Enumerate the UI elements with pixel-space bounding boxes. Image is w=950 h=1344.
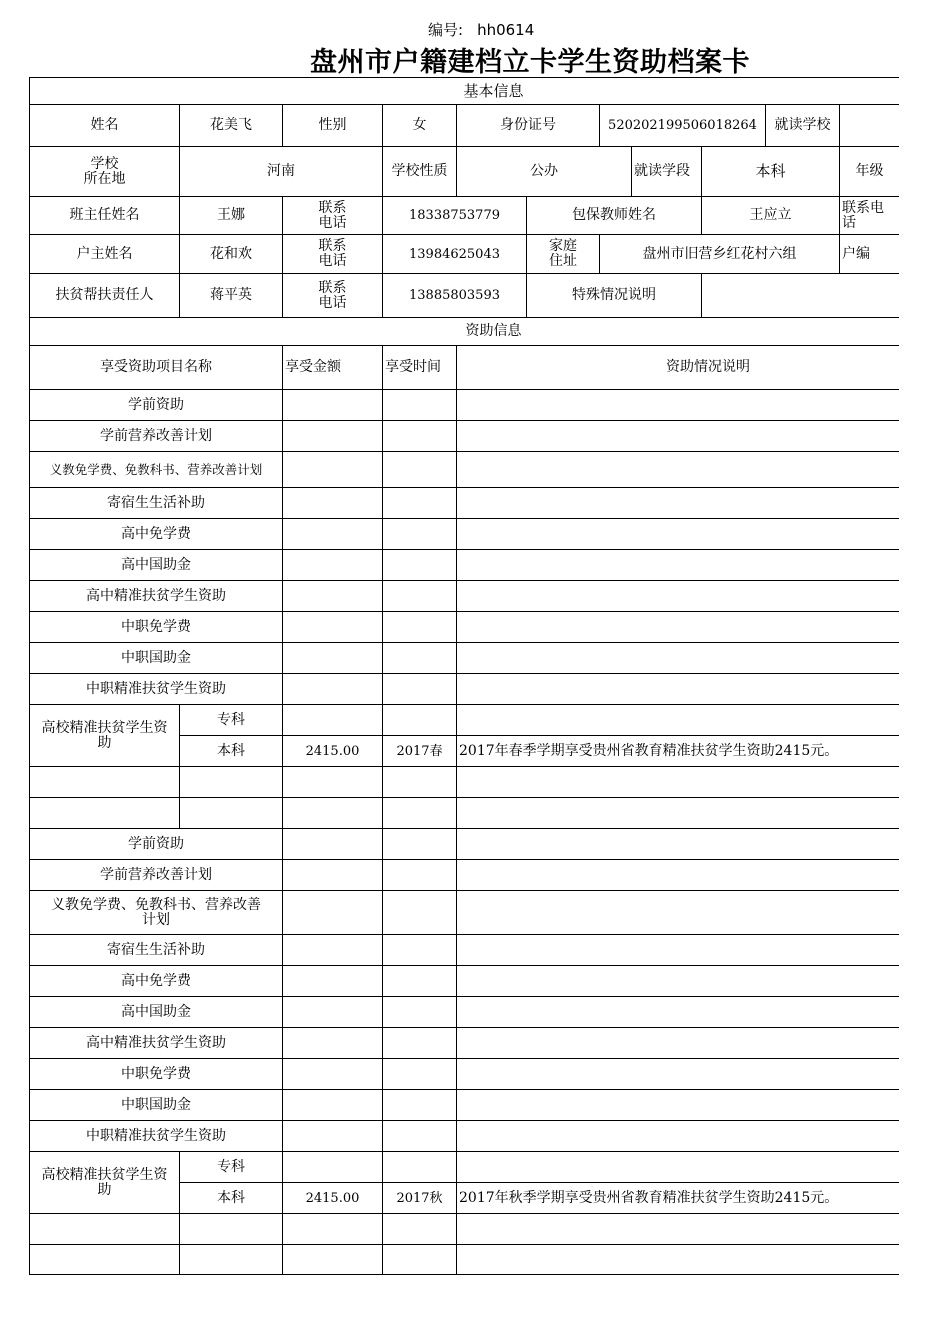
aid-project-name: 高中精准扶贫学生资助 <box>30 1028 283 1059</box>
aid-desc <box>457 390 900 421</box>
aid-time <box>383 935 457 966</box>
aid-time <box>383 891 457 935</box>
serial-label: 编号: <box>428 21 464 39</box>
aid-project-name: 学前资助 <box>30 390 283 421</box>
blank-cell <box>457 798 900 829</box>
blank-cell <box>457 767 900 798</box>
aid-time <box>383 1152 457 1183</box>
aid-amount <box>283 674 383 705</box>
blank-cell <box>180 798 283 829</box>
aid-desc <box>457 550 900 581</box>
college-sub-benke: 本科 <box>180 736 283 767</box>
serial-value: hh0614 <box>477 21 535 39</box>
aid-row <box>30 421 900 452</box>
aid-time <box>383 705 457 736</box>
aid-project-name: 中职精准扶贫学生资助 <box>30 1121 283 1152</box>
aid-desc <box>457 519 900 550</box>
aid-desc <box>457 891 900 935</box>
school-location-label: 学校 所在地 <box>30 147 180 197</box>
aid-time <box>383 550 457 581</box>
aid-project-name: 学前营养改善计划 <box>30 421 283 452</box>
col-time-header: 享受时间 <box>383 346 457 390</box>
aid-time <box>383 1090 457 1121</box>
aid-desc: 2017年春季学期享受贵州省教育精准扶贫学生资助2415元。 <box>457 736 900 767</box>
aid-row <box>30 891 900 935</box>
responsible-phone-label: 联系 电话 <box>283 274 383 318</box>
aid-block-2 <box>30 829 900 1275</box>
aid-amount <box>283 1059 383 1090</box>
aid-desc <box>457 829 900 860</box>
aid-amount <box>283 705 383 736</box>
aid-project-name: 中职国助金 <box>30 1090 283 1121</box>
name-value: 花美飞 <box>180 105 283 147</box>
aid-project-name: 寄宿生生活补助 <box>30 488 283 519</box>
aid-project-name: 高中免学费 <box>30 966 283 997</box>
aid-row <box>30 829 900 860</box>
aid-desc <box>457 935 900 966</box>
blank-row <box>30 1214 900 1245</box>
id-label: 身份证号 <box>457 105 600 147</box>
aid-amount <box>283 488 383 519</box>
aid-project-name: 学前营养改善计划 <box>30 860 283 891</box>
aid-amount <box>283 891 383 935</box>
blank-cell <box>283 767 383 798</box>
aid-desc <box>457 1121 900 1152</box>
aid-desc <box>457 1028 900 1059</box>
aid-amount <box>283 390 383 421</box>
address-value: 盘州市旧营乡红花村六组 <box>600 235 840 274</box>
aid-amount <box>283 519 383 550</box>
aid-amount <box>283 935 383 966</box>
aid-project-name: 高中国助金 <box>30 550 283 581</box>
blank-row <box>30 767 900 798</box>
blank-cell <box>180 1245 283 1275</box>
id-value: 520202199506018264 <box>600 105 766 147</box>
college-aid-label: 高校精准扶贫学生资 助 <box>30 705 180 767</box>
gender-label: 性别 <box>283 105 383 147</box>
blank-cell <box>180 1214 283 1245</box>
aid-amount <box>283 997 383 1028</box>
aid-desc: 2017年秋季学期享受贵州省教育精准扶贫学生资助2415元。 <box>457 1183 900 1214</box>
aid-row <box>30 550 900 581</box>
teacher-phone-value: 18338753779 <box>383 197 527 235</box>
aid-row <box>30 581 900 612</box>
responsible-phone-value: 13885803593 <box>383 274 527 318</box>
aid-amount <box>283 1028 383 1059</box>
aid-block-1 <box>30 390 900 829</box>
blank-cell <box>180 767 283 798</box>
aid-project-name: 义教免学费、免教科书、营养改善 计划 <box>30 891 283 935</box>
aid-desc <box>457 452 900 488</box>
aid-project-name: 高中国助金 <box>30 997 283 1028</box>
col-amount-header: 享受金额 <box>283 346 383 390</box>
aid-row <box>30 966 900 997</box>
blank-row <box>30 798 900 829</box>
aid-row <box>30 705 900 736</box>
aid-time <box>383 1028 457 1059</box>
aid-desc <box>457 705 900 736</box>
aid-desc <box>457 612 900 643</box>
aid-row <box>30 1152 900 1183</box>
aid-row <box>30 1090 900 1121</box>
college-sub-benke: 本科 <box>180 1183 283 1214</box>
aid-time <box>383 519 457 550</box>
aid-row <box>30 452 900 488</box>
aid-row <box>30 519 900 550</box>
special-value <box>702 274 900 318</box>
aid-project-name: 高中精准扶贫学生资助 <box>30 581 283 612</box>
school-label: 就读学校 <box>766 105 840 147</box>
aid-desc <box>457 488 900 519</box>
aid-row <box>30 860 900 891</box>
aid-desc <box>457 643 900 674</box>
aid-time <box>383 390 457 421</box>
aid-desc <box>457 421 900 452</box>
col-desc-header: 资助情况说明 <box>457 346 900 390</box>
household-no-label: 户编 <box>840 235 900 274</box>
aid-desc <box>457 997 900 1028</box>
aid-info-header: 资助信息 <box>30 318 900 346</box>
householder-phone-label: 联系 电话 <box>283 235 383 274</box>
mentor-label: 包保教师姓名 <box>527 197 702 235</box>
aid-desc <box>457 1090 900 1121</box>
college-sub-zhuanke: 专科 <box>180 1152 283 1183</box>
basic-info-header: 基本信息 <box>30 78 900 105</box>
aid-time <box>383 674 457 705</box>
aid-row <box>30 612 900 643</box>
aid-time <box>383 581 457 612</box>
aid-desc <box>457 966 900 997</box>
aid-project-name: 高中免学费 <box>30 519 283 550</box>
aid-time: 2017春 <box>383 736 457 767</box>
aid-time <box>383 643 457 674</box>
mentor-phone-label: 联系电 话 <box>840 197 900 235</box>
blank-cell <box>283 798 383 829</box>
aid-project-name: 义教免学费、免教科书、营养改善计划 <box>30 452 283 488</box>
aid-project-name: 中职免学费 <box>30 1059 283 1090</box>
aid-row <box>30 935 900 966</box>
name-label: 姓名 <box>30 105 180 147</box>
aid-time <box>383 966 457 997</box>
page-title: 盘州市户籍建档立卡学生资助档案卡 <box>310 47 750 78</box>
aid-row <box>30 390 900 421</box>
aid-project-name: 学前资助 <box>30 829 283 860</box>
stage-value: 本科 <box>702 147 840 197</box>
aid-amount <box>283 643 383 674</box>
householder-label: 户主姓名 <box>30 235 180 274</box>
gender-value: 女 <box>383 105 457 147</box>
aid-time: 2017秋 <box>383 1183 457 1214</box>
teacher-label: 班主任姓名 <box>30 197 180 235</box>
archive-card-sheet <box>29 77 899 1276</box>
aid-time <box>383 829 457 860</box>
aid-time <box>383 1121 457 1152</box>
school-value <box>840 105 900 147</box>
blank-cell <box>30 798 180 829</box>
teacher-phone-label: 联系 电话 <box>283 197 383 235</box>
aid-desc <box>457 674 900 705</box>
aid-time <box>383 1059 457 1090</box>
aid-desc <box>457 1152 900 1183</box>
serial-number <box>428 19 534 40</box>
responsible-label: 扶贫帮扶责任人 <box>30 274 180 318</box>
archive-table <box>29 77 899 1275</box>
aid-time <box>383 997 457 1028</box>
school-type-label: 学校性质 <box>383 147 457 197</box>
aid-amount <box>283 860 383 891</box>
blank-row <box>30 1245 900 1275</box>
aid-desc <box>457 860 900 891</box>
aid-amount <box>283 452 383 488</box>
aid-amount <box>283 1152 383 1183</box>
college-aid-label: 高校精准扶贫学生资 助 <box>30 1152 180 1214</box>
aid-amount <box>283 1121 383 1152</box>
aid-time <box>383 488 457 519</box>
householder-phone-value: 13984625043 <box>383 235 527 274</box>
responsible-value: 蒋平英 <box>180 274 283 318</box>
aid-time <box>383 452 457 488</box>
aid-amount <box>283 966 383 997</box>
aid-amount <box>283 1090 383 1121</box>
aid-row <box>30 1028 900 1059</box>
blank-cell <box>383 1245 457 1275</box>
grade-label: 年级 <box>840 147 900 197</box>
aid-amount <box>283 421 383 452</box>
stage-label: 就读学段 <box>632 147 702 197</box>
blank-cell <box>457 1214 900 1245</box>
aid-time <box>383 860 457 891</box>
aid-row <box>30 997 900 1028</box>
aid-amount <box>283 829 383 860</box>
aid-amount <box>283 550 383 581</box>
aid-row <box>30 488 900 519</box>
aid-row <box>30 1121 900 1152</box>
col-project-header: 享受资助项目名称 <box>30 346 283 390</box>
address-label: 家庭 住址 <box>527 235 600 274</box>
aid-project-name: 中职国助金 <box>30 643 283 674</box>
aid-row <box>30 1059 900 1090</box>
teacher-value: 王娜 <box>180 197 283 235</box>
blank-cell <box>283 1245 383 1275</box>
blank-cell <box>283 1214 383 1245</box>
aid-amount: 2415.00 <box>283 1183 383 1214</box>
special-label: 特殊情况说明 <box>527 274 702 318</box>
blank-cell <box>383 798 457 829</box>
aid-amount: 2415.00 <box>283 736 383 767</box>
householder-value: 花和欢 <box>180 235 283 274</box>
aid-amount <box>283 581 383 612</box>
aid-amount <box>283 612 383 643</box>
aid-row <box>30 674 900 705</box>
college-sub-zhuanke: 专科 <box>180 705 283 736</box>
aid-project-name: 寄宿生生活补助 <box>30 935 283 966</box>
aid-time <box>383 612 457 643</box>
blank-cell <box>383 767 457 798</box>
school-location-value: 河南 <box>180 147 383 197</box>
aid-time <box>383 421 457 452</box>
aid-desc <box>457 581 900 612</box>
aid-desc <box>457 1059 900 1090</box>
aid-project-name: 中职精准扶贫学生资助 <box>30 674 283 705</box>
blank-cell <box>383 1214 457 1245</box>
blank-cell <box>30 767 180 798</box>
blank-cell <box>30 1214 180 1245</box>
blank-cell <box>30 1245 180 1275</box>
aid-project-name: 中职免学费 <box>30 612 283 643</box>
blank-cell <box>457 1245 900 1275</box>
school-type-value: 公办 <box>457 147 632 197</box>
mentor-value: 王应立 <box>702 197 840 235</box>
aid-row <box>30 643 900 674</box>
